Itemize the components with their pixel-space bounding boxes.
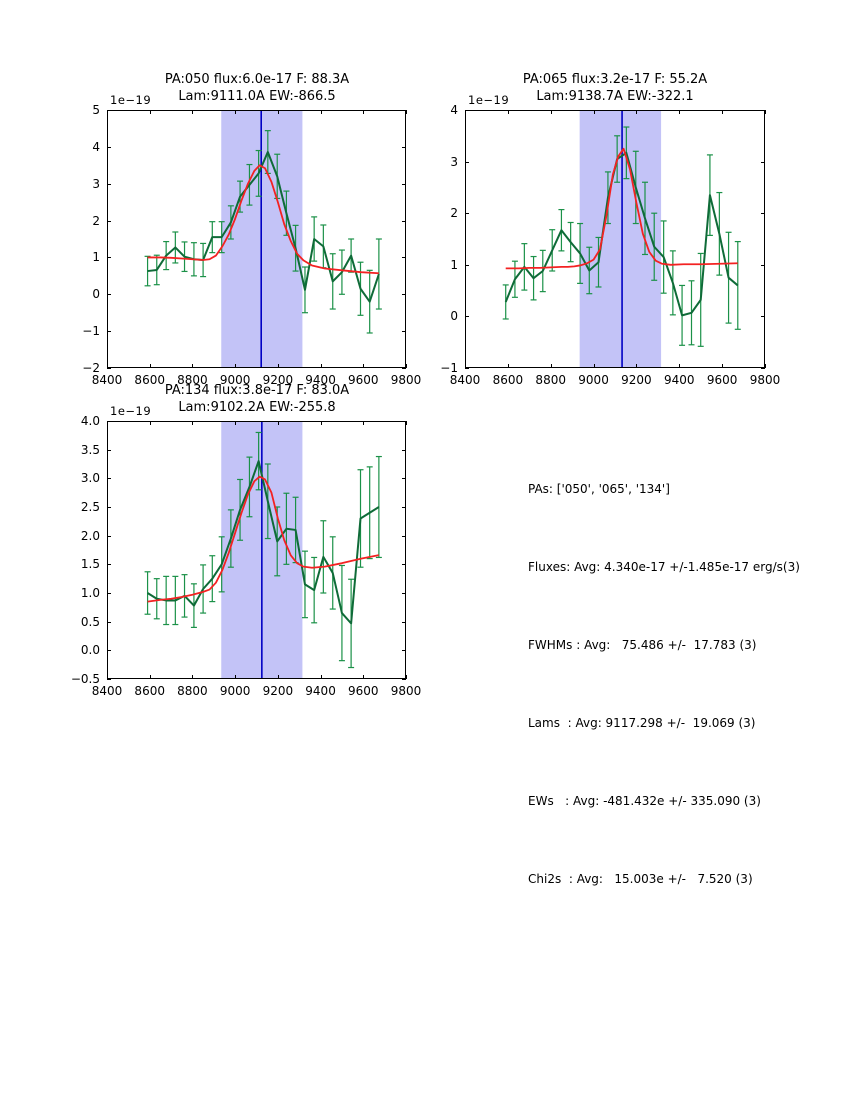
x-tick-label: 9400 [664,373,695,387]
x-tick-label: 9400 [305,684,336,698]
y-tick-label: 3 [92,176,100,191]
stats-line-ews: EWs : Avg: -481.432e +/- 335.090 (3) [528,794,761,808]
x-tick-label: 9600 [348,684,379,698]
y-tick-label: 0 [92,287,100,302]
plot-svg [107,421,406,679]
plot2-title-line1: PA:065 flux:3.2e-17 F: 55.2A [522,72,708,87]
plot3-title-line2: Lam:9102.2A EW:-255.8 [178,400,336,415]
x-tick-label: 8600 [134,373,165,387]
y-tick-label: 1 [450,257,458,272]
plot1-title-line1: PA:050 flux:6.0e-17 F: 88.3A [164,72,350,87]
plot-svg [107,110,406,368]
plot-pa134 [70,414,422,698]
x-tick-label: 9000 [219,373,251,387]
plot3-title-line1: PA:134 flux:3.8e-17 F: 83.0A [164,383,350,398]
stats-panel [528,424,800,944]
stats-line-pas: PAs: ['050', '065', '134'] [528,482,670,496]
x-tick-label: 8400 [449,373,481,387]
y-tick-label: 2 [92,213,100,228]
fit-window-band [580,110,661,368]
plot2-title-line2: Lam:9138.7A EW:-322.1 [536,89,694,104]
y-tick-label: 0 [450,309,458,324]
x-tick-label: 8800 [535,373,566,387]
y-tick-label: 5 [92,103,100,117]
y-tick-label: −1 [440,361,458,375]
plot-pa065 [440,103,781,387]
y-tick-label: 2.0 [80,528,100,543]
x-tick-label: 8600 [492,373,524,387]
y-tick-label: −1 [82,324,100,339]
x-tick-label: 9000 [219,684,251,698]
x-tick-label: 8400 [91,373,123,387]
stats-line-chi2s: Chi2s : Avg: 15.003e +/- 7.520 (3) [528,872,753,886]
plot-pa050 [82,103,422,387]
x-tick-label: 9800 [390,373,422,387]
x-tick-label: 9200 [262,684,294,698]
y-tick-label: 3.0 [80,471,100,486]
x-tick-label: 9200 [621,373,652,387]
x-tick-label: 9000 [578,373,609,387]
y-tick-label: −0.5 [70,672,100,686]
plot1-y-offset-label: 1e−19 [110,93,152,107]
x-tick-label: 8600 [134,684,165,698]
x-tick-label: 9400 [305,373,336,387]
y-tick-label: −2 [82,361,100,375]
y-tick-label: 1.5 [80,557,100,572]
y-tick-label: 3 [450,154,458,169]
y-tick-label: 2.5 [80,500,100,514]
y-tick-label: 3.5 [80,442,100,457]
y-tick-label: 4 [450,103,458,117]
plot2-y-offset-label: 1e−19 [468,93,510,107]
stats-line-lams: Lams : Avg: 9117.298 +/- 19.069 (3) [528,716,756,730]
y-tick-label: 0.5 [80,614,100,629]
x-tick-label: 8800 [177,684,208,698]
y-tick-label: 4.0 [80,414,100,428]
stats-line-fluxes: Fluxes: Avg: 4.340e-17 +/-1.485e-17 erg/s(3) [528,560,800,574]
x-tick-label: 9800 [390,684,422,698]
y-tick-label: 2 [450,206,458,221]
plot-svg [465,110,765,368]
y-tick-label: 4 [92,139,100,154]
x-tick-label: 9200 [262,373,294,387]
stats-line-fwhms: FWHMs : Avg: 75.486 +/- 17.783 (3) [528,638,757,652]
y-tick-label: 0.0 [80,643,100,658]
x-tick-label: 8400 [91,684,123,698]
plot3-y-offset-label: 1e−19 [110,404,152,418]
x-tick-label: 8800 [177,373,208,387]
x-tick-label: 9600 [348,373,379,387]
x-tick-label: 9600 [706,373,738,387]
y-tick-label: 1 [92,250,100,265]
x-tick-label: 9800 [749,373,781,387]
y-tick-label: 1.0 [80,586,100,600]
plot1-title-line2: Lam:9111.0A EW:-866.5 [178,89,336,104]
